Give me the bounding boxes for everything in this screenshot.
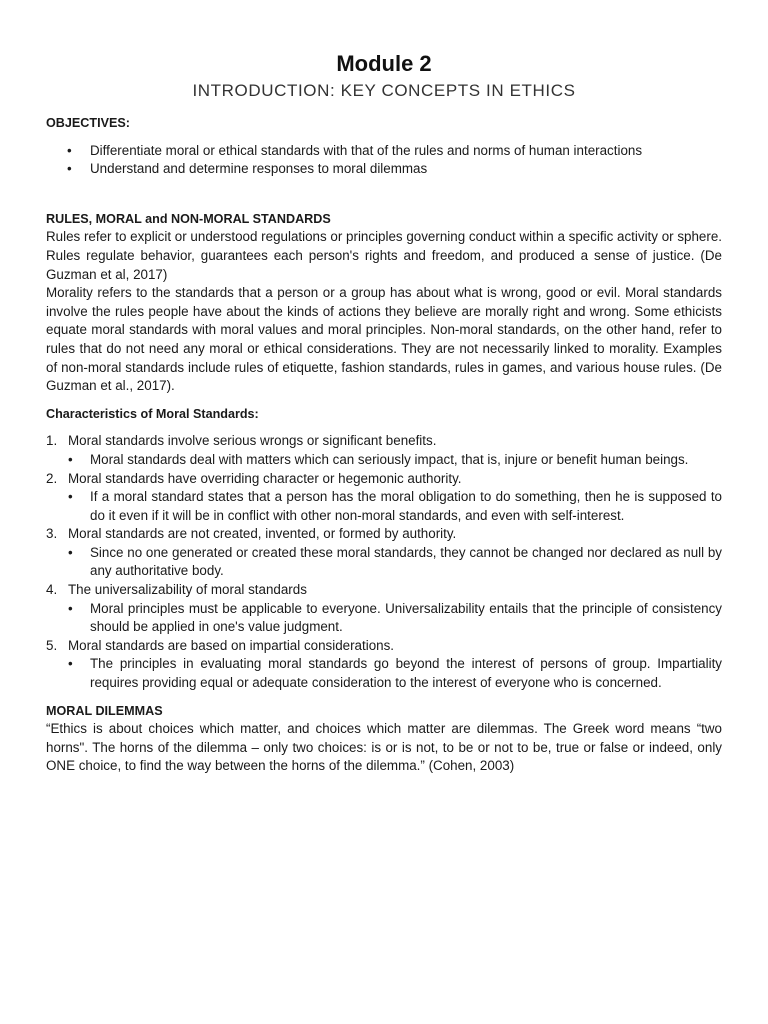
item-detail-text: Moral principles must be applicable to everyone. Universalizability entails that the principle of consistency should be applied in one's value judgment. [90,600,722,635]
bullet-icon: • [68,656,73,672]
page-subtitle: INTRODUCTION: KEY CONCEPTS IN ETHICS [192,81,576,100]
item-text: The universalizability of moral standards [68,582,307,598]
item-detail [68,544,722,581]
rules-heading: RULES, MORAL and NON-MORAL STANDARDS [46,211,331,226]
list-item [46,637,722,693]
item-number: 2. [46,470,58,486]
bullet-icon: • [68,451,73,467]
list-item [46,581,722,637]
item-text: Moral standards are not created, invented, or formed by authority. [68,526,457,542]
bullet-icon: • [68,600,73,616]
item-detail-text: The principles in evaluating moral standards go beyond the interest of persons of group. Impartiality requires providing equal or adequate consideration to the interest of everyone who is concerned. [90,656,722,691]
objectives-list [46,142,722,179]
list-item [46,432,722,469]
item-detail-text: Since no one generated or created these moral standards, they cannot be changed nor declared as null by any authoritative body. [90,544,722,579]
bullet-icon: • [68,489,73,505]
item-detail [68,451,722,470]
rules-paragraph: Rules refer to explicit or understood regulations or principles governing conduct within a specific activity or sphere. Rules regulate behavior, guarantees each person's rights and freedom, and produced a sense of justice. (De Guzman et al, 2017) [46,229,722,282]
characteristics-list [46,432,722,692]
morality-paragraph: Morality refers to the standards that a person or a group has about what is wrong, good or evil. Moral standards involve the rules people have about the kinds of actions they believe are morally right and wrong. Some ethicists equate moral standards with moral values and moral principles. Non-moral standards, on the other hand, refer to rules that do not need any moral or ethical considerations. They are not necessarily linked to morality. Examples of non-moral standards include rules of etiquette, fashion standards, rules in games, and various house rules. (De Guzman et al., 2017). [46,285,722,394]
objectives-heading: OBJECTIVES: [46,116,130,130]
item-text: Moral standards involve serious wrongs or significant benefits. [68,433,437,449]
page-title: Module 2 [336,51,432,76]
item-text: Moral standards have overriding character or hegemonic authority. [68,470,462,486]
item-detail [68,488,722,525]
item-text: Moral standards are based on impartial considerations. [68,637,395,653]
list-item [46,142,722,161]
dilemmas-heading: MORAL DILEMMAS [46,703,163,718]
bullet-icon: • [67,161,72,177]
objective-text: Understand and determine responses to moral dilemmas [90,161,428,177]
dilemmas-quote: “Ethics is about choices which matter, and choices which matter are dilemmas. The Greek word means “two horns". The horns of the dilemma – only two choices: is or is not, to be or not to be, true or false or indeed, only ONE choice, to find the way between the horns of the dilemma.” (Cohen, 2003) [46,721,722,774]
item-detail-text: If a moral standard states that a person has the moral obligation to do something, then he is supposed to do it even if it will be in conflict with other non-moral standards, and even with self-interest. [90,489,722,523]
list-item [46,525,722,581]
characteristics-heading: Characteristics of Moral Standards: [46,406,259,421]
list-item [46,160,722,179]
item-number: 5. [46,637,58,653]
objective-text: Differentiate moral or ethical standards with that of the rules and norms of human interactions [90,142,643,158]
item-detail-text: Moral standards deal with matters which can seriously impact, that is, injure or benefit human beings. [90,451,689,467]
item-detail [68,600,722,637]
item-detail [68,655,722,692]
bullet-icon: • [67,142,72,158]
item-number: 3. [46,526,58,542]
item-number: 4. [46,582,58,598]
item-number: 1. [46,433,58,449]
list-item [46,470,722,526]
bullet-icon: • [68,544,73,560]
